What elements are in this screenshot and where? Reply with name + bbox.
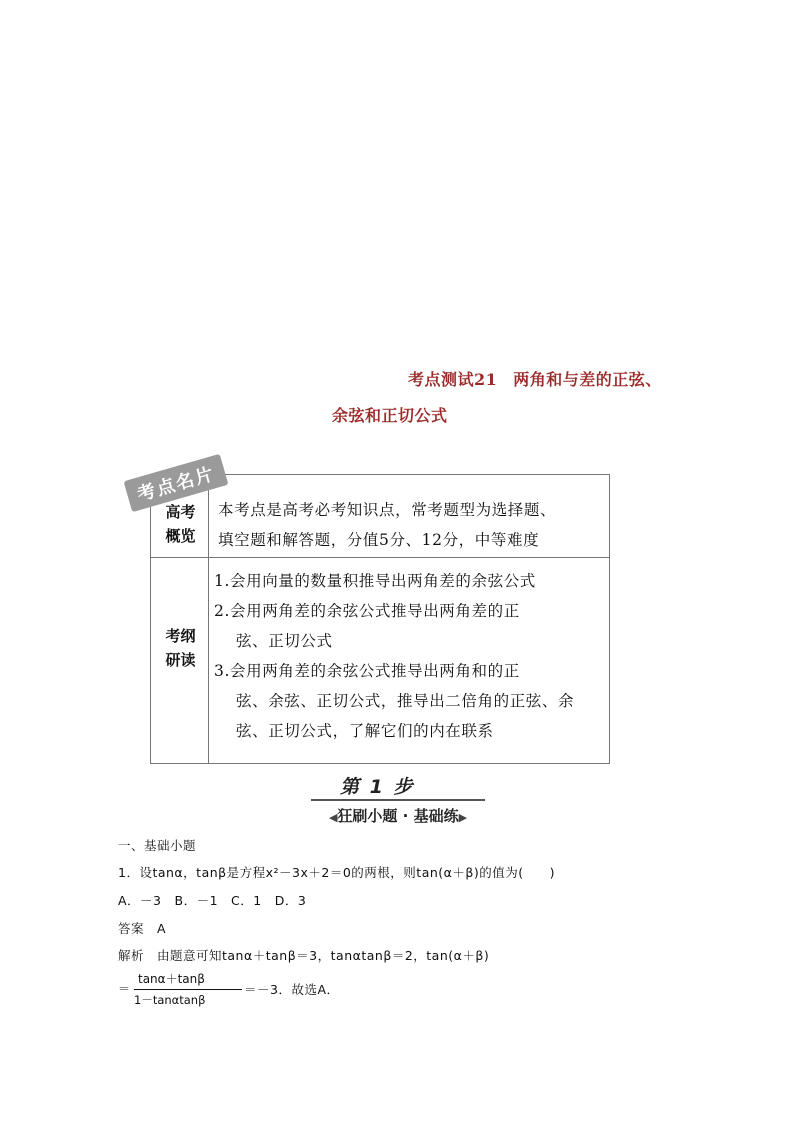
section-heading: 一、基础小题: [118, 838, 197, 853]
syllabus-line: 弦、正切公式: [236, 632, 333, 650]
step-underline: [311, 799, 485, 801]
row-label-syllabus: [152, 624, 209, 672]
step-heading: 第 1 步: [340, 776, 415, 798]
fraction-numerator: tanα＋tanβ: [138, 972, 205, 986]
overview-text: [218, 495, 612, 555]
step-subheading-text: 狂刷小题 · 基础练: [337, 807, 459, 825]
right-arrow-icon: ▶: [458, 811, 468, 824]
row-label-syllabus-b: 研读: [165, 651, 196, 669]
answer-options: A．－3 B．－1 C．1 D．3: [118, 893, 307, 908]
syllabus-line: 1.会用向量的数量积推导出两角差的余弦公式: [214, 572, 536, 590]
card-divider-horizontal: [151, 557, 609, 558]
left-arrow-icon: ◀: [328, 811, 338, 824]
question-text: 1．设tanα，tanβ是方程x²－3x＋2＝0的两根，则tan(α＋β)的值为( ): [118, 865, 556, 880]
syllabus-line: 弦、余弦、正切公式，推导出二倍角的正弦、余: [236, 692, 575, 710]
syllabus-line: 弦、正切公式，了解它们的内在联系: [236, 722, 494, 740]
row-label-overview-b: 概览: [165, 527, 196, 545]
answer-text: 答案 A: [118, 921, 167, 936]
overview-line: 填空题和解答题，分值5分、12分，中等难度: [218, 531, 540, 549]
fraction-denominator: 1－tanαtanβ: [134, 993, 206, 1007]
analysis-text: 解析 由题意可知tanα＋tanβ＝3，tanαtanβ＝2，tan(α＋β): [118, 948, 490, 963]
syllabus-line: 3.会用两角差的余弦公式推导出两角和的正: [214, 662, 520, 680]
topic-card-badge: 考点名片: [124, 454, 229, 512]
fraction-result: ＝－3．故选A．: [244, 982, 340, 997]
test-topic-part1: 两角和与差的正弦、: [513, 370, 662, 389]
fraction-bar: [134, 989, 242, 990]
row-label-syllabus-a: 考纲: [165, 627, 196, 645]
row-label-overview-a: 高考: [165, 503, 196, 521]
syllabus-line: 2.会用两角差的余弦公式推导出两角差的正: [214, 602, 520, 620]
step-subheading: [311, 805, 485, 826]
fraction-equals: ＝: [118, 982, 131, 996]
row-label-overview: [152, 500, 209, 548]
test-title-line2: 余弦和正切公式: [332, 406, 448, 425]
overview-line: 本考点是高考必考知识点，常考题型为选择题、: [218, 501, 557, 519]
test-title-line1: [408, 367, 662, 390]
syllabus-text: [214, 566, 612, 746]
test-number: 考点测试21: [408, 370, 498, 389]
